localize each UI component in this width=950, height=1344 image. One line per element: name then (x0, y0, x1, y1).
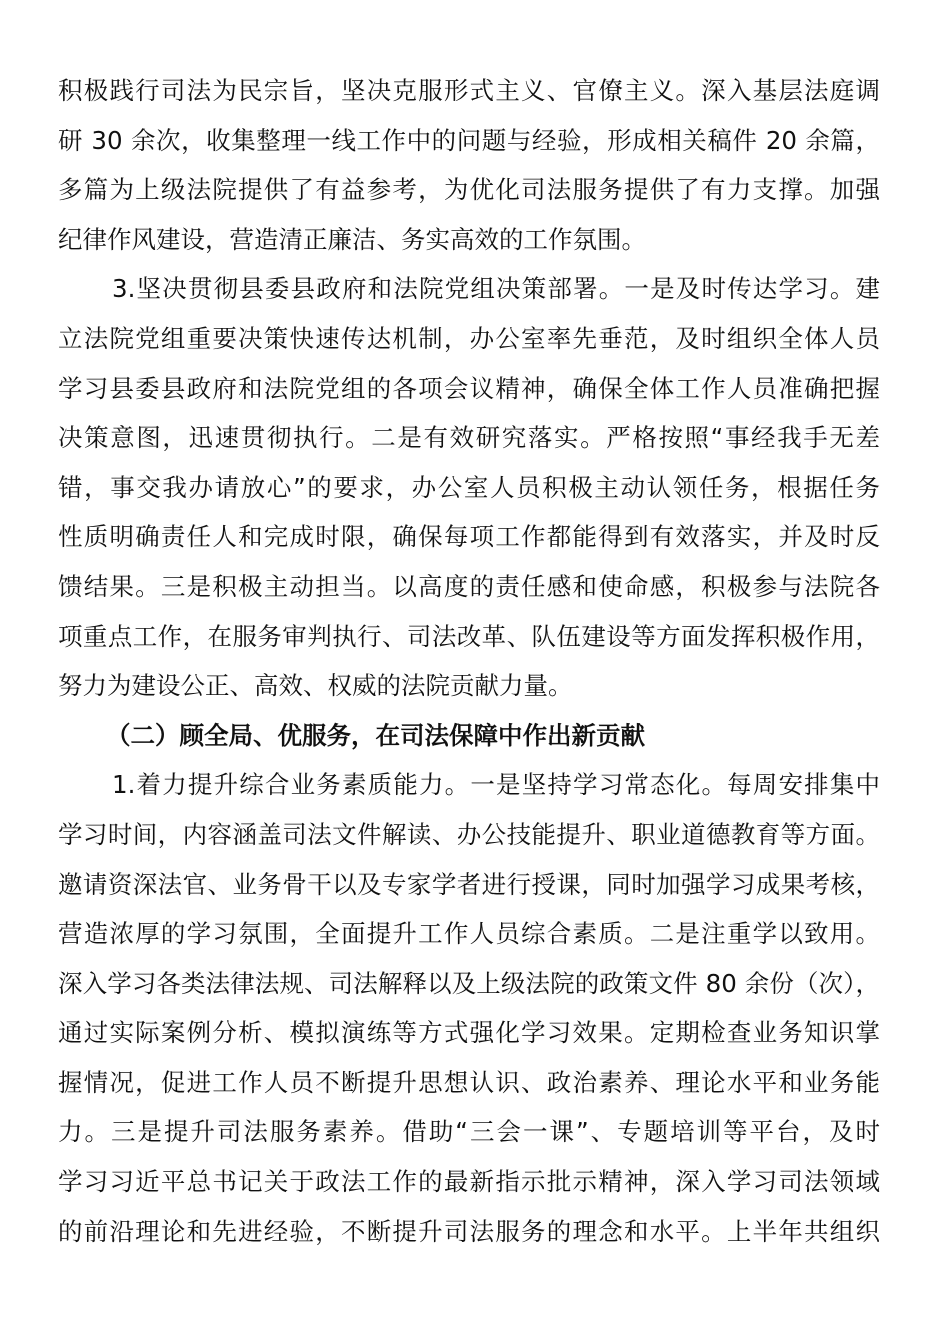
text-line: 错，事交我办请放心”的要求，办公室人员积极主动认领任务，根据任务 (58, 472, 880, 502)
text-line: 多篇为上级法院提供了有益参考，为优化司法服务提供了有力支撑。加强 (58, 175, 880, 205)
text-line: 决策意图，迅速贯彻执行。二是有效研究落实。严格按照“事经我手无差 (58, 423, 880, 453)
text-line: 通过实际案例分析、模拟演练等方式强化学习效果。定期检查业务知识掌 (58, 1018, 880, 1048)
text-line: 学习县委县政府和法院党组的各项会议精神，确保全体工作人员准确把握 (58, 373, 880, 403)
paragraph-first-line: 1.着力提升综合业务素质能力。一是坚持学习常态化。每周安排集中 (112, 770, 880, 800)
paragraph-first-line: 3.坚决贯彻县委县政府和法院党组决策部署。一是及时传达学习。建 (112, 274, 880, 304)
document-page (58, 66, 880, 1256)
text-line: 学习习近平总书记关于政法工作的最新指示批示精神，深入学习司法领域 (58, 1167, 880, 1197)
text-line: 深入学习各类法律法规、司法解释以及上级法院的政策文件 80 余份（次）， (58, 968, 880, 998)
text-line: 的前沿理论和先进经验，不断提升司法服务的理念和水平。上半年共组织 (58, 1216, 880, 1246)
text-line: 握情况，促进工作人员不断提升思想认识、政治素养、理论水平和业务能 (58, 1067, 880, 1097)
text-line: 纪律作风建设，营造清正廉洁、务实高效的工作氛围。 (58, 224, 646, 254)
text-line: 力。三是提升司法服务素养。借助“三会一课”、专题培训等平台，及时 (58, 1117, 880, 1147)
text-line: 积极践行司法为民宗旨，坚决克服形式主义、官僚主义。深入基层法庭调 (58, 76, 880, 105)
text-line: 营造浓厚的学习氛围，全面提升工作人员综合素质。二是注重学以致用。 (58, 919, 880, 949)
text-line: 性质明确责任人和完成时限，确保每项工作都能得到有效落实，并及时反 (58, 522, 880, 552)
text-line: 学习时间，内容涵盖司法文件解读、办公技能提升、职业道德教育等方面。 (58, 819, 880, 849)
text-line: 馈结果。三是积极主动担当。以高度的责任感和使命感，积极参与法院各 (58, 571, 880, 601)
text-line: 努力为建设公正、高效、权威的法院贡献力量。 (58, 671, 573, 701)
section-heading: （二）顾全局、优服务，在司法保障中作出新贡献 (106, 720, 645, 750)
text-line: 邀请资深法官、业务骨干以及专家学者进行授课，同时加强学习成果考核， (58, 869, 880, 899)
text-line: 立法院党组重要决策快速传达机制，办公室率先垂范，及时组织全体人员 (58, 323, 880, 353)
text-line: 研 30 余次，收集整理一线工作中的问题与经验，形成相关稿件 20 余篇， (58, 125, 880, 155)
text-line: 项重点工作，在服务审判执行、司法改革、队伍建设等方面发挥积极作用， (58, 621, 880, 651)
